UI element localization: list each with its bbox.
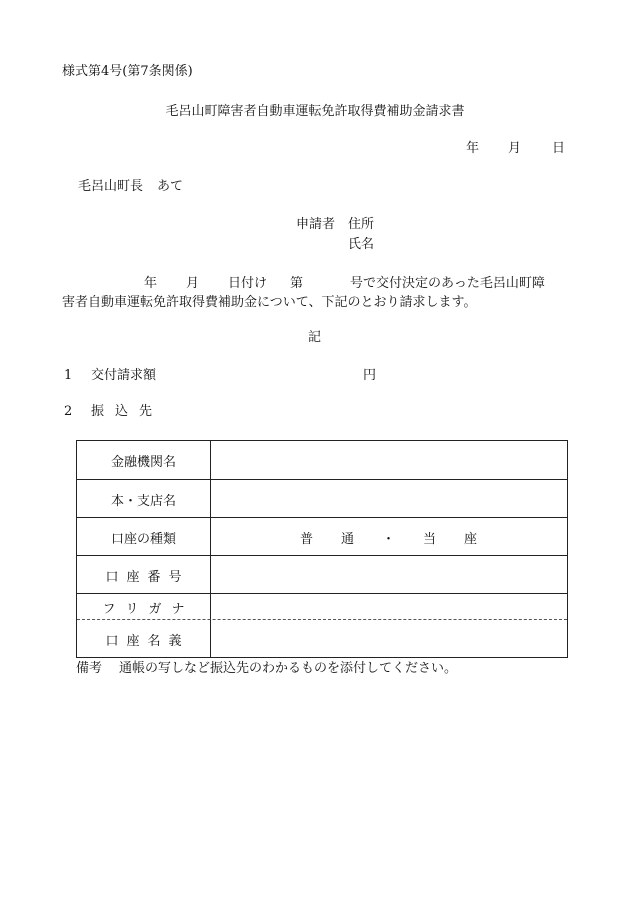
date-year: 年 — [466, 141, 480, 156]
date-month: 月 — [508, 141, 522, 156]
statement-no-suffix: 号で交付決定のあった毛呂山町障 — [350, 276, 545, 291]
date-day: 日 — [552, 141, 566, 156]
label-char: 座 — [126, 569, 140, 585]
account-type-char: 普 — [299, 531, 313, 547]
item2-char: 先 — [139, 404, 153, 419]
account-number-label — [77, 556, 210, 594]
item2-label — [91, 404, 163, 420]
bank-name-field[interactable] — [210, 441, 567, 479]
label-char: リ — [125, 601, 139, 617]
item2-char: 振 — [91, 404, 105, 419]
bank-info-table — [76, 440, 568, 658]
label-char: 口 — [105, 634, 119, 649]
row-branch — [77, 479, 567, 518]
furigana-field[interactable] — [210, 594, 567, 620]
account-type-char: 通 — [340, 531, 354, 547]
item2-number: 2 — [64, 404, 73, 419]
label-char: 号 — [168, 569, 182, 585]
addressee-suffix: あて — [157, 179, 184, 194]
statement-dated: 日付け — [228, 276, 268, 291]
label-char: 口 — [105, 569, 119, 585]
item2-char: 込 — [115, 404, 129, 419]
label-char: ナ — [171, 601, 185, 617]
statement-month: 月 — [186, 276, 200, 291]
label-char: 番 — [147, 569, 161, 585]
applicant-name-label: 氏名 — [348, 237, 375, 252]
row-account-type — [77, 517, 567, 556]
row-account-holder — [77, 619, 567, 659]
statement-line2: 害者自動車運転免許取得費補助金について、下記のとおり請求します。 — [62, 295, 477, 310]
statement-no-prefix: 第 — [290, 276, 304, 291]
row-account-number — [77, 555, 567, 594]
account-type-label: 口座の種類 — [110, 531, 176, 547]
branch-field[interactable] — [210, 480, 567, 518]
row-bank-name — [77, 441, 567, 479]
bank-name-label: 金融機関名 — [110, 454, 176, 470]
label-char: 義 — [168, 634, 182, 649]
furigana-label — [77, 594, 210, 620]
account-number-field[interactable] — [210, 556, 567, 594]
account-type-field[interactable] — [210, 518, 567, 556]
account-type-separator: ・ — [381, 531, 395, 547]
note-label: 備考 — [76, 661, 103, 676]
account-holder-field[interactable] — [210, 620, 567, 659]
label-char: フ — [102, 601, 116, 617]
addressee-name: 毛呂山町長 — [78, 179, 144, 194]
item1-unit: 円 — [363, 368, 377, 383]
account-holder-label — [77, 620, 210, 659]
branch-label: 本・支店名 — [110, 493, 176, 509]
account-type-char: 当 — [423, 531, 437, 547]
addressee — [78, 179, 183, 195]
applicant-address-label: 住所 — [348, 217, 375, 232]
note-text: 通帳の写しなど振込先のわかるものを添付してください。 — [119, 661, 458, 676]
applicant-label: 申請者 — [296, 217, 336, 232]
item1-number: 1 — [64, 368, 73, 383]
date-line — [466, 141, 565, 157]
account-type-char: 座 — [464, 531, 478, 547]
ki-heading: 記 — [308, 330, 322, 345]
item1-label: 交付請求額 — [91, 368, 157, 383]
label-char: ガ — [148, 601, 162, 617]
form-number: 様式第4号(第7条関係) — [62, 64, 193, 79]
label-char: 座 — [126, 634, 140, 649]
row-furigana — [77, 593, 567, 620]
label-char: 名 — [147, 634, 161, 649]
request-statement — [62, 274, 572, 312]
statement-year: 年 — [144, 276, 158, 291]
document-title: 毛呂山町障害者自動車運転免許取得費補助金請求書 — [165, 104, 465, 119]
